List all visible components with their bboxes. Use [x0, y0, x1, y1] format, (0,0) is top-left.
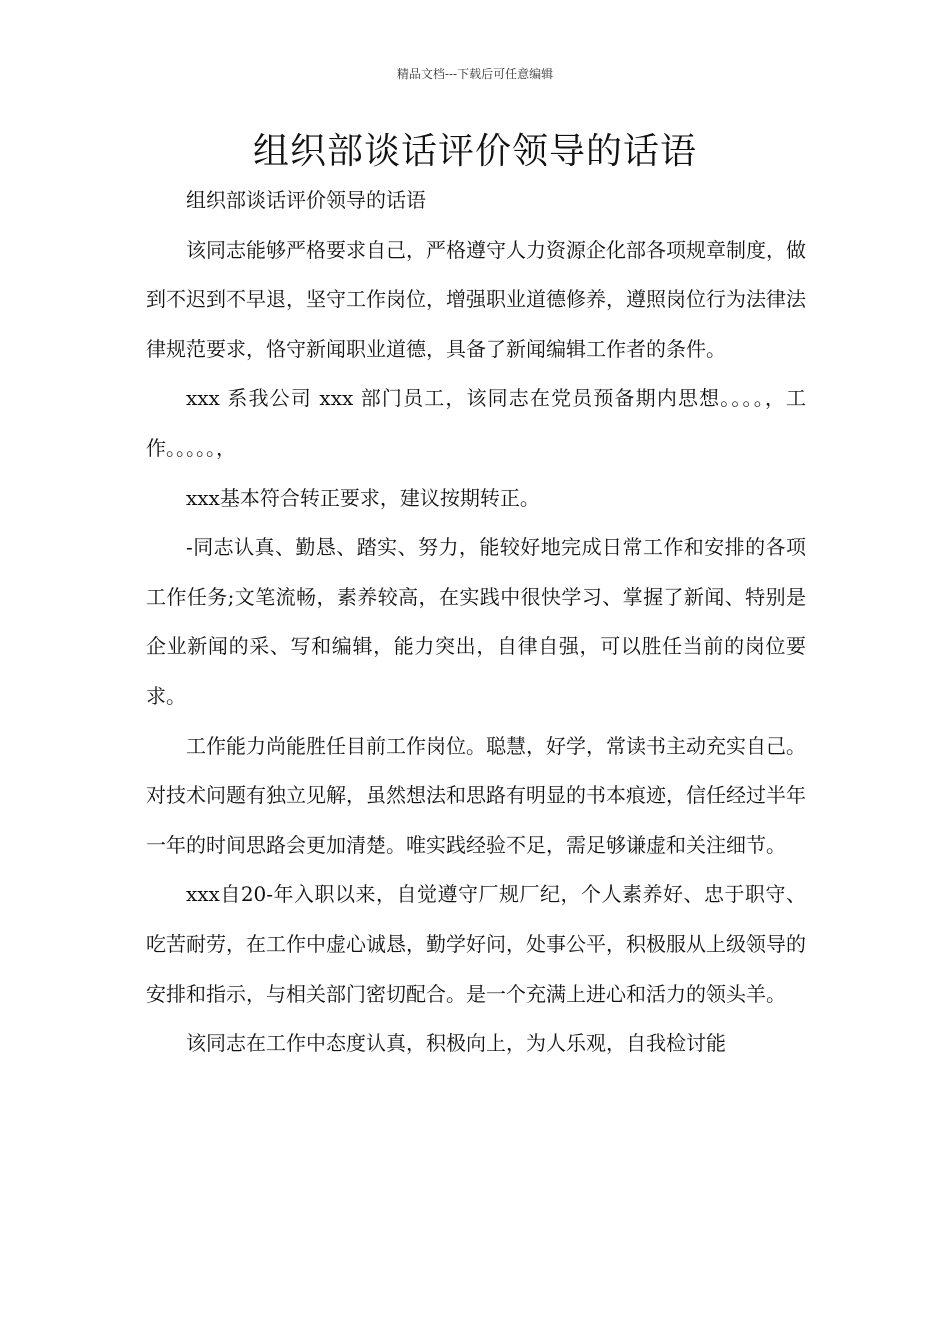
paragraph: 该同志能够严格要求自己，严格遵守人力资源企化部各项规章制度，做到不迟到不早退，坚守工作岗位，增强职业道德修养，遵照岗位行为法律法律规范要求，恪守新闻职业道德，具备了新闻编辑工作者的条件。 [146, 237, 806, 361]
paragraph: 工作能力尚能胜任目前工作岗位。聪慧，好学，常读书主动充实自己。对技术问题有独立见解，虽然想法和思路有明显的书本痕迹，信任经过半年一年的时间思路会更加清楚。唯实践经验不足，需足够谦虚和关注细节。 [146, 733, 806, 857]
paragraph-subtitle: 组织部谈话评价领导的话语 [186, 188, 426, 212]
paragraph: xxx自20-年入职以来，自觉遵守厂规厂纪，个人素养好、忠于职守、吃苦耐劳，在工作中虚心诚恳，勤学好问，处事公平，积极服从上级领导的安排和指示，与相关部门密切配合。是一个充满上进心和活力的领头羊。 [146, 882, 806, 1006]
paragraph: xxx基本符合转正要求，建议按期转正。 [186, 485, 540, 510]
document-title: 组织部谈话评价领导的话语 [252, 131, 697, 172]
paragraph: 该同志在工作中态度认真，积极向上，为人乐观，自我检讨能 [186, 1031, 726, 1056]
header-note: 精品文档---下载后可任意编辑 [396, 67, 554, 81]
document-body [146, 176, 806, 1069]
paragraph: -同志认真、勤恳、踏实、努力，能较好地完成日常工作和安排的各项工作任务;文笔流畅，素养较高，在实践中很快学习、掌握了新闻、特别是企业新闻的采、写和编辑，能力突出，自律自强，可以胜任当前的岗位要求。 [146, 535, 806, 708]
paragraph: xxx 系我公司 xxx 部门员工，该同志在党员预备期内思想。。。。，工作。。。。。， [146, 386, 806, 460]
